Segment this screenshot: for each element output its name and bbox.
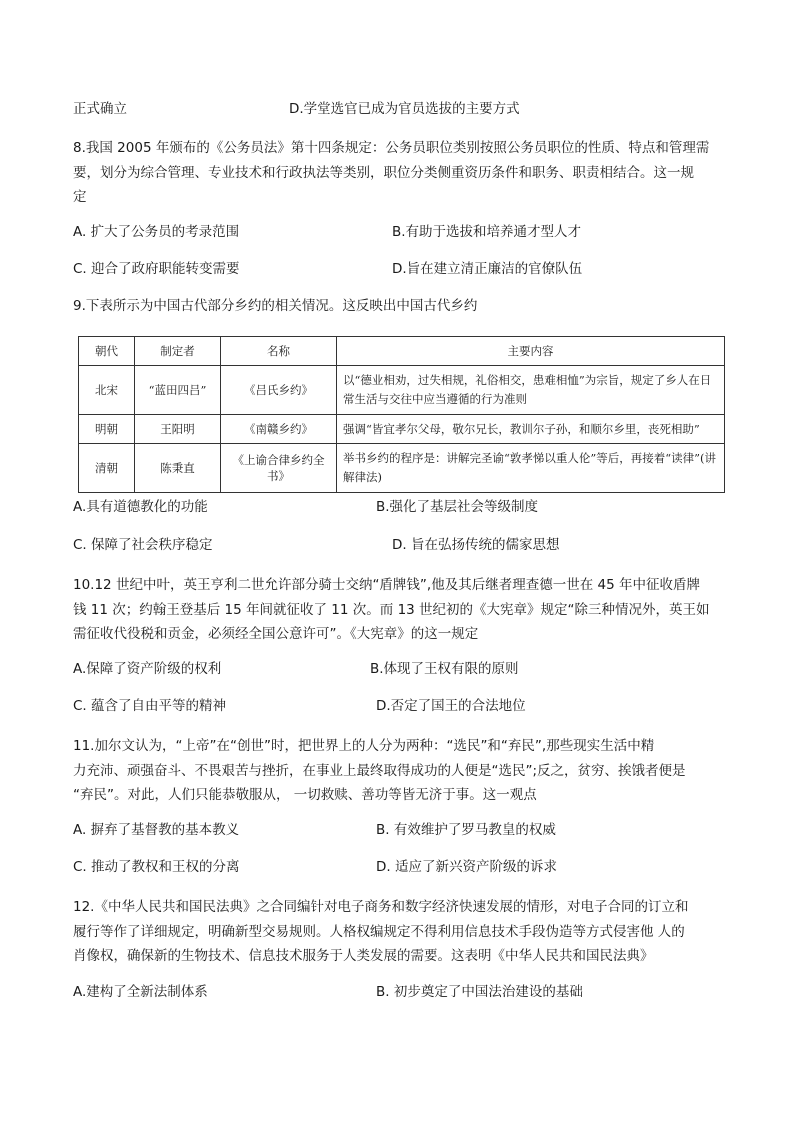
q8-option-a[interactable]: A. 扩大了公务员的考录范围 [73, 224, 240, 240]
q10-stem-line: 10.12 世纪中叶，英王亨利二世允许部分骑士交纳“盾牌钱”,他及其后继者理查德一世在 45 年中征收盾牌 [73, 577, 700, 593]
xiangyue-table [78, 336, 725, 493]
table-cell-author: 陈秉直 [135, 444, 221, 493]
q11-stem-line: 11.加尔文认为，“上帝”在“创世”时，把世界上的人分为两种：“选民”和“弃民”,那些现实生活中精 [73, 738, 655, 754]
table-header-row [79, 337, 725, 366]
q11-option-c[interactable]: C. 推动了教权和王权的分离 [73, 859, 240, 875]
q9-stem: 9.下表所示为中国古代部分乡约的相关情况。这反映出中国古代乡约 [73, 298, 478, 314]
q11-option-a[interactable]: A. 摒弃了基督教的基本教义 [73, 822, 240, 838]
q12-stem-line: 肖像权，确保新的生物技术、信息技术服务于人类发展的需要。这表明《中华人民共和国民法典》 [73, 948, 654, 964]
q10-stem-line: 钱 11 次；约翰王登基后 15 年间就征收了 11 次。而 13 世纪初的《大宪章》规定“除三种情况外，英王如 [73, 601, 710, 618]
table-row [79, 444, 725, 493]
table-cell-title: 《吕氏乡约》 [221, 366, 337, 415]
table-cell-dynasty: 北宋 [79, 366, 135, 415]
q10-option-a[interactable]: A.保障了资产阶级的权利 [73, 661, 222, 677]
table-cell-dynasty: 明朝 [79, 415, 135, 444]
table-cell-title: 《上谕合律乡约全书》 [221, 444, 337, 493]
q12-option-a[interactable]: A.建构了全新法制体系 [73, 984, 208, 1000]
q12-stem-line: 12.《中华人民共和国民法典》之合同编针对电子商务和数字经济快速发展的情形，对电子合同的订立和 [73, 899, 689, 915]
table-cell-author: “蓝田四吕” [135, 366, 221, 415]
table-cell-title: 《南赣乡约》 [221, 415, 337, 444]
q8-option-b[interactable]: B.有助于选拔和培养通才型人才 [392, 224, 582, 240]
q11-option-d[interactable]: D. 适应了新兴资产阶级的诉求 [376, 859, 557, 875]
q8-stem-line: 要，划分为综合管理、专业技术和行政执法等类别，职位分类侧重资历条件和职务、职责相结合。这一规 [73, 164, 694, 181]
q9-option-d[interactable]: D. 旨在弘扬传统的儒家思想 [392, 537, 560, 553]
table-cell-dynasty: 清朝 [79, 444, 135, 493]
q9-option-c[interactable]: C. 保障了社会秩序稳定 [73, 537, 213, 553]
table-row [79, 415, 725, 444]
table-header-cell: 朝代 [79, 337, 135, 366]
q12-stem [73, 895, 723, 969]
q10-stem-line: 需征收代役税和贡金，必须经全国公意许可”。《大宪章》的这一规定 [73, 626, 479, 642]
q10-option-d[interactable]: D.否定了国王的合法地位 [376, 698, 526, 714]
q8-option-c[interactable]: C. 迎合了政府职能转变需要 [73, 261, 240, 277]
table-header-cell: 名称 [221, 337, 337, 366]
q10-stem [73, 573, 723, 647]
table-row [79, 366, 725, 415]
table-header-cell: 主要内容 [337, 337, 725, 366]
q11-stem [73, 734, 723, 808]
q11-stem-line: 力充沛、顽强奋斗、不畏艰苦与挫折，在事业上最终取得成功的人便是“选民”;反之，贫穷、挨饿者便是 [73, 762, 686, 779]
prev-question-option-tail: 正式确立 [73, 101, 127, 117]
table-cell-content: 举书乡约的程序是：讲解完圣谕“敦孝悌以重人伦”等后，再接着“读律”(讲解律法) [337, 444, 725, 493]
q10-option-b[interactable]: B.体现了王权有限的原则 [370, 661, 519, 677]
q12-stem-line: 履行等作了详细规定，明确新型交易规则。人格权编规定不得利用信息技术手段伪造等方式侵害他 人的 [73, 923, 685, 940]
q10-option-c[interactable]: C. 蕴含了自由平等的精神 [73, 698, 227, 714]
q8-stem [73, 136, 723, 210]
q9-option-b[interactable]: B.强化了基层社会等级制度 [376, 499, 539, 515]
table-cell-content: 以“德业相劝，过失相规，礼俗相交，患难相恤”为宗旨，规定了乡人在日常生活与交往中应当遵循的行为准则 [337, 366, 725, 415]
q8-stem-line: 8.我国 2005 年颁布的《公务员法》第十四条规定：公务员职位类别按照公务员职位的性质、特点和管理需 [73, 140, 710, 156]
q8-option-d[interactable]: D.旨在建立清正廉洁的官僚队伍 [392, 261, 583, 277]
q12-option-b[interactable]: B. 初步奠定了中国法治建设的基础 [376, 984, 583, 1000]
q11-option-b[interactable]: B. 有效维护了罗马教皇的权威 [376, 822, 556, 838]
table-header-cell: 制定者 [135, 337, 221, 366]
q8-stem-line: 定 [73, 189, 87, 205]
q11-stem-line: “弃民”。对此，人们只能恭敬服从， 一切救赎、善功等皆无济于事。这一观点 [73, 787, 537, 803]
prev-question-option-d: D.学堂选官已成为官员选拔的主要方式 [289, 101, 520, 117]
table-cell-author: 王阳明 [135, 415, 221, 444]
q9-option-a[interactable]: A.具有道德教化的功能 [73, 499, 208, 515]
table-cell-content: 强调“皆宜孝尔父母，敬尔兄长，教训尔子孙，和顺尔乡里，丧死相助” [337, 415, 725, 444]
